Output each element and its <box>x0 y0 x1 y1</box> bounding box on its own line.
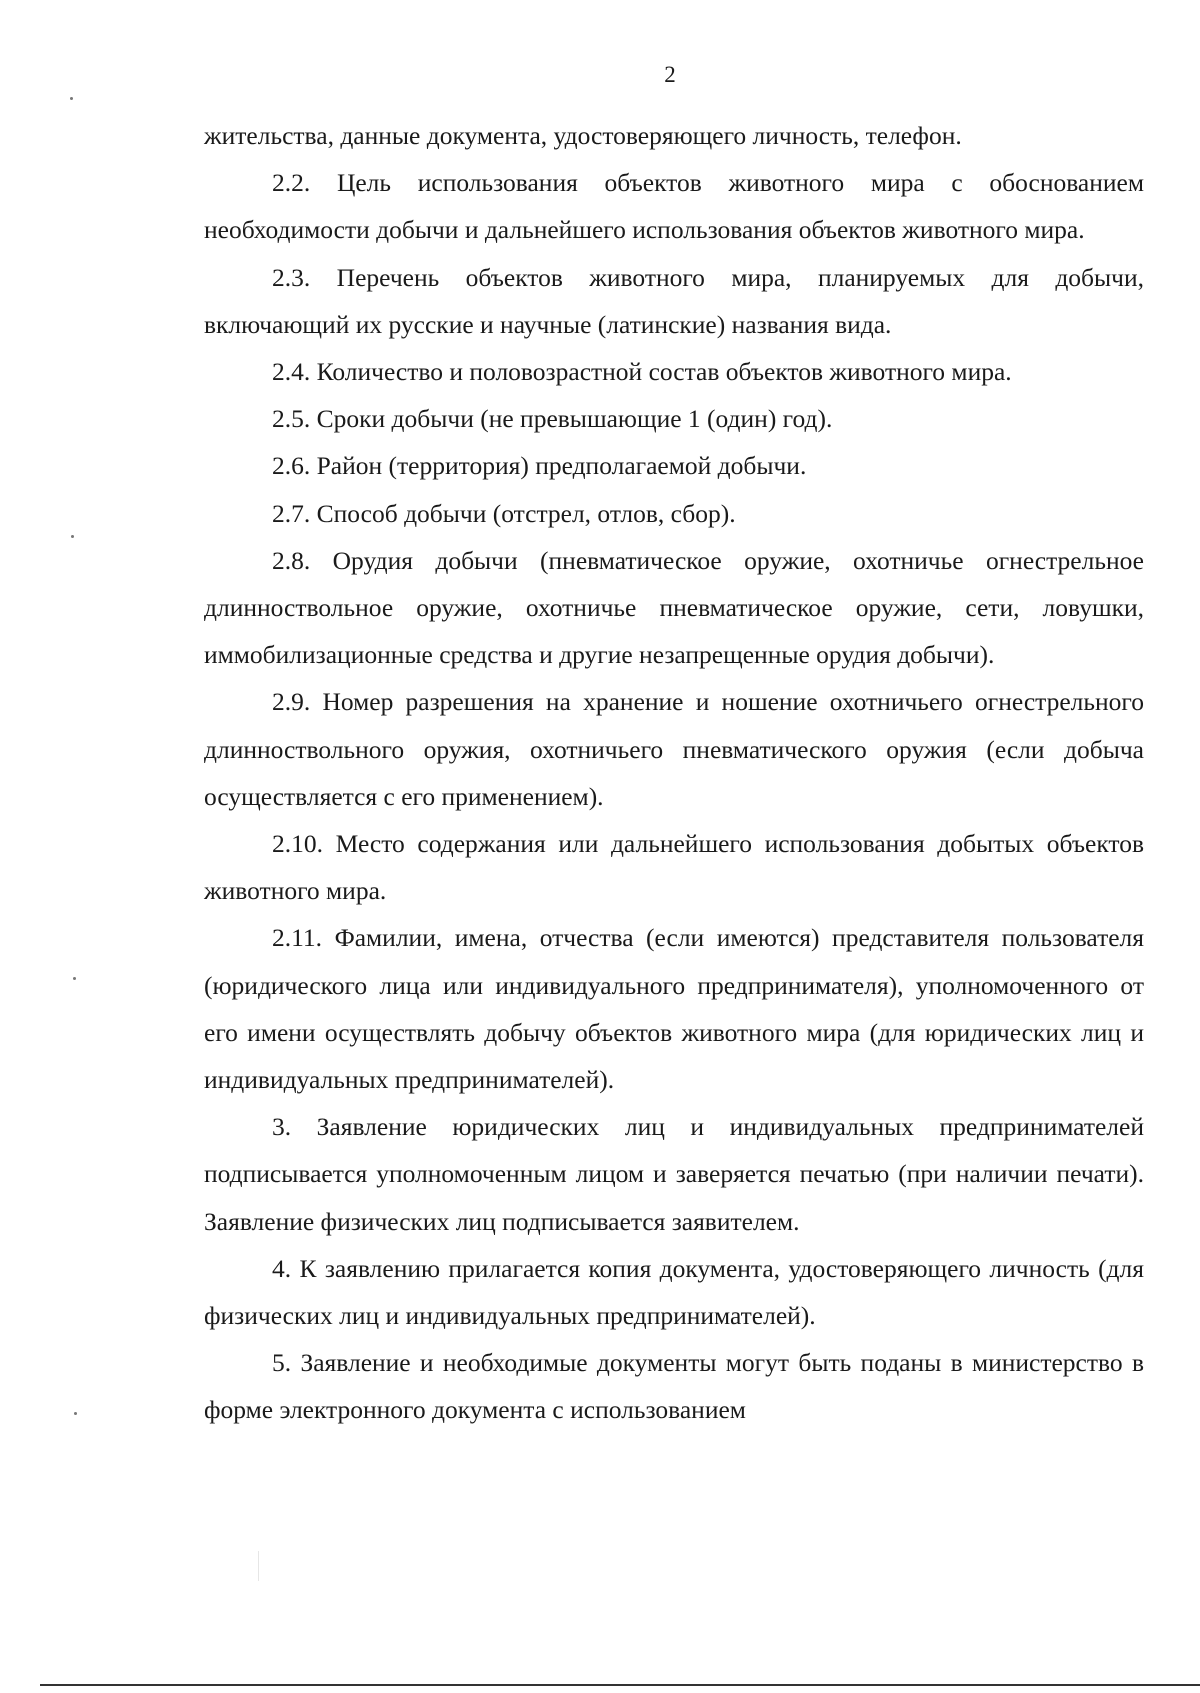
bottom-edge-line <box>40 1684 1200 1686</box>
page-number: 2 <box>664 62 676 87</box>
document-body <box>204 112 1144 1434</box>
scan-artifact-dot <box>74 1412 77 1415</box>
paragraph: 2.2. Цель использования объектов животного мира с обоснованием необходимости добычи и дальнейшего использования объектов животного мира. <box>204 168 1144 245</box>
paragraph: 4. К заявлению прилагается копия документа, удостоверяющего личность (для физических лиц и индивидуальных предпринимателей). <box>204 1253 1144 1331</box>
paragraph: 2.7. Способ добычи (отстрел, отлов, сбор). <box>272 498 736 528</box>
paragraph: 2.9. Номер разрешения на хранение и ношение охотничьего огнестрельного длинноствольного оружия, охотничьего пневматического оружия (если добыча осуществляется с его применением). <box>204 687 1144 811</box>
paragraph: 2.5. Сроки добычи (не превышающие 1 (один) год). <box>272 404 833 434</box>
paragraph: 5. Заявление и необходимые документы могут быть поданы в министерство в форме электронного документа с использованием <box>204 1348 1144 1425</box>
scan-artifact-dot <box>73 977 76 980</box>
scan-artifact-mark <box>258 1551 259 1581</box>
paragraph: 2.6. Район (территория) предполагаемой добычи. <box>272 451 807 481</box>
scan-artifact-dot <box>70 97 73 100</box>
paragraph: 3. Заявление юридических лиц и индивидуальных предпринимателей подписывается уполномоченным лицом и заверяется печатью (при наличии печати). Заявление физических лиц подписывается заявителем. <box>204 1112 1144 1236</box>
paragraph: 2.10. Место содержания или дальнейшего использования добытых объектов животного мира. <box>204 829 1144 906</box>
paragraph: 2.11. Фамилии, имена, отчества (если имеются) представителя пользователя (юридического лица или индивидуального предпринимателя), уполномоченного от его имени осуществлять добычу объектов животного мира (для юридических лиц и индивидуальных предпринимателей). <box>204 923 1144 1095</box>
paragraph: 2.3. Перечень объектов животного мира, планируемых для добычи, включающий их русские и научные (латинские) названия вида. <box>204 262 1144 339</box>
paragraph: 2.4. Количество и половозрастной состав объектов животного мира. <box>272 357 1012 387</box>
scan-artifact-dot <box>71 535 74 538</box>
paragraph: жительства, данные документа, удостоверяющего личность, телефон. <box>204 121 962 150</box>
paragraph: 2.8. Орудия добычи (пневматическое оружие, охотничье огнестрельное длинноствольное оружие, охотничье пневматическое оружие, сети, ловушки, иммобилизационные средства и другие незапрещенные орудия добычи). <box>204 545 1144 670</box>
